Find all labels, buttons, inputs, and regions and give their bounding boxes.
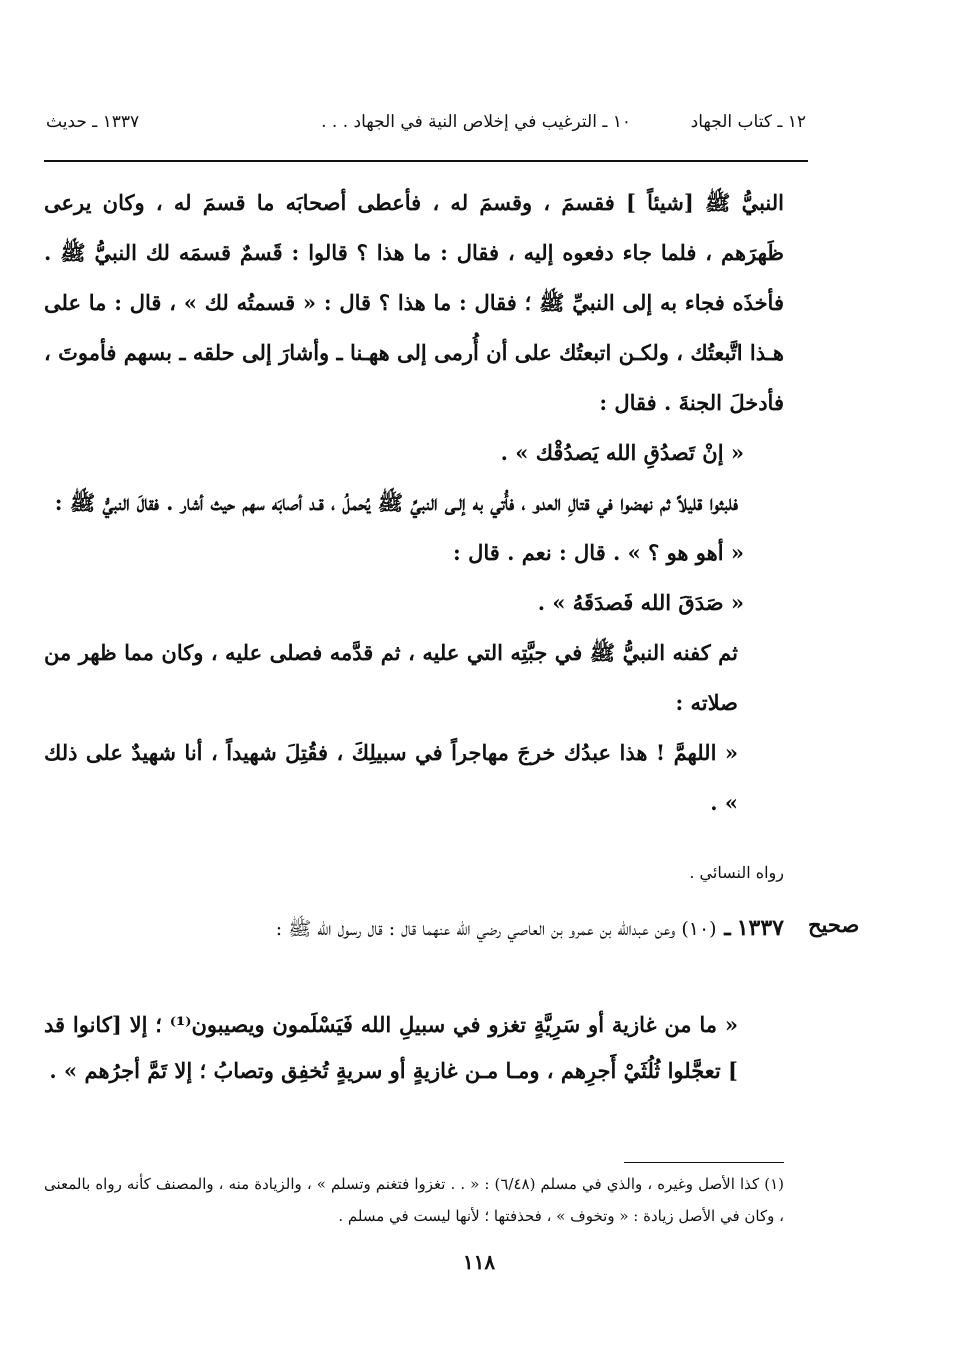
footnotes — [44, 1168, 784, 1232]
hadith-grade: صحيح — [808, 912, 860, 937]
hadith-intro-text: وعن عبدالله بن عمرو بن العاصي رضي الله عنهما قال : قال رسول الله ﷺ : — [275, 918, 676, 940]
quote-line: « صَدَقَ الله فَصدَقَهُ » . — [537, 590, 744, 615]
main-text — [44, 178, 784, 828]
source-attribution: رواه النسائي . — [689, 863, 784, 882]
paragraph: فلبثوا قليلاً ثم نهضوا في قتالِ العدو ، فأُتي به إلـى النبيِّ ﷺ يُحملُ ، قـد أصابَه سهم حيث أشار . فقالَ النبيُّ ﷺ : — [54, 490, 738, 515]
header-chapter: ١٢ ـ كتاب الجهاد — [690, 112, 806, 132]
hadith-intro: ١٣٣٧ ـ (١٠) وعن عبدالله بن عمرو بن العاصي رضي الله عنهما قال : قال رسول الله ﷺ : — [275, 915, 784, 941]
quote-paragraph: « اللهمَّ ! هذا عبدُك خرجَ مهاجراً في سبيلِكَ ، فقُتِلَ شهيداً ، أنا شهيدٌ على ذلك » . — [44, 740, 738, 815]
page-number: ١١٨ — [462, 1250, 496, 1274]
header-rule — [44, 160, 808, 162]
header-hadith-number: ١٣٣٧ ـ حديث — [46, 112, 140, 132]
paragraph: ثم كفنه النبيُّ ﷺ في جبَّتِه التي عليه ، ثم قدَّمه فصلى عليه ، وكان مما ظهر من صلاته : — [44, 640, 738, 715]
quote-line: « إنْ تَصدُقِ الله يَصدُقْك » . — [500, 440, 744, 465]
quote-line: « أهو هو ؟ » . قال : نعم . قال : — [453, 540, 744, 565]
header-section: ١٠ ـ الترغيب في إخلاص النية في الجهاد . . . — [321, 112, 631, 132]
hadith-number: ١٣٣٧ — [736, 915, 784, 941]
paragraph: النبيُّ ﷺ [شيئاً ] فقسمَ ، وقسمَ له ، فأعطى أصحابَه ما قسمَ له ، وكان يرعى ظَهرَهم ، فلما جاء دفعوه إليه ، فقال : ما هذا ؟ قالوا : قَسمٌ قسمَه لك النبيُّ ﷺ . فأخذَه فجاء به إلى النبيِّ ﷺ ؛ فقال : ما هذا ؟ قال : « قسمتُه لك » ، قال : ما على هـذا اتَّبعتُك ، ولكـن اتبعتُك على أن أُرمى إلى ههـنا ـ وأشارَ إلى حلقه ـ بسهم فأموتَ ، فأدخلَ الجنةَ . فقال : — [44, 190, 784, 415]
hadith-sub-number: (١٠) — [681, 918, 717, 940]
hadith-quote-text: « ما من غازية أو سَرِيَّةٍ تغزو في سبيلِ الله فَيَسْلَمون ويصيبون⁽¹⁾ ؛ إلا [كانوا قد ] تعجَّلوا ثُلُثَيْ أَجرِهم ، ومـا مـن غازيةٍ أو سريةٍ تُخفِق وتصابُ ؛ إلا تَمَّ أجرُهم » . — [44, 1012, 738, 1083]
running-header — [46, 112, 806, 146]
footnote: (١) كذا الأصل وغيره ، والذي في مسلم (٦/٤٨) : « . . تغزوا فتغنم وتسلم » ، والزيادة منه ، والمصنف كأنه رواه بالمعنى ، وكان في الأصل زيادة : « وتخوف » ، فحذفتها ؛ لأنها ليست في مسلم . — [44, 1175, 784, 1225]
hadith-quote — [44, 1002, 784, 1094]
footnote-rule — [624, 1162, 784, 1163]
